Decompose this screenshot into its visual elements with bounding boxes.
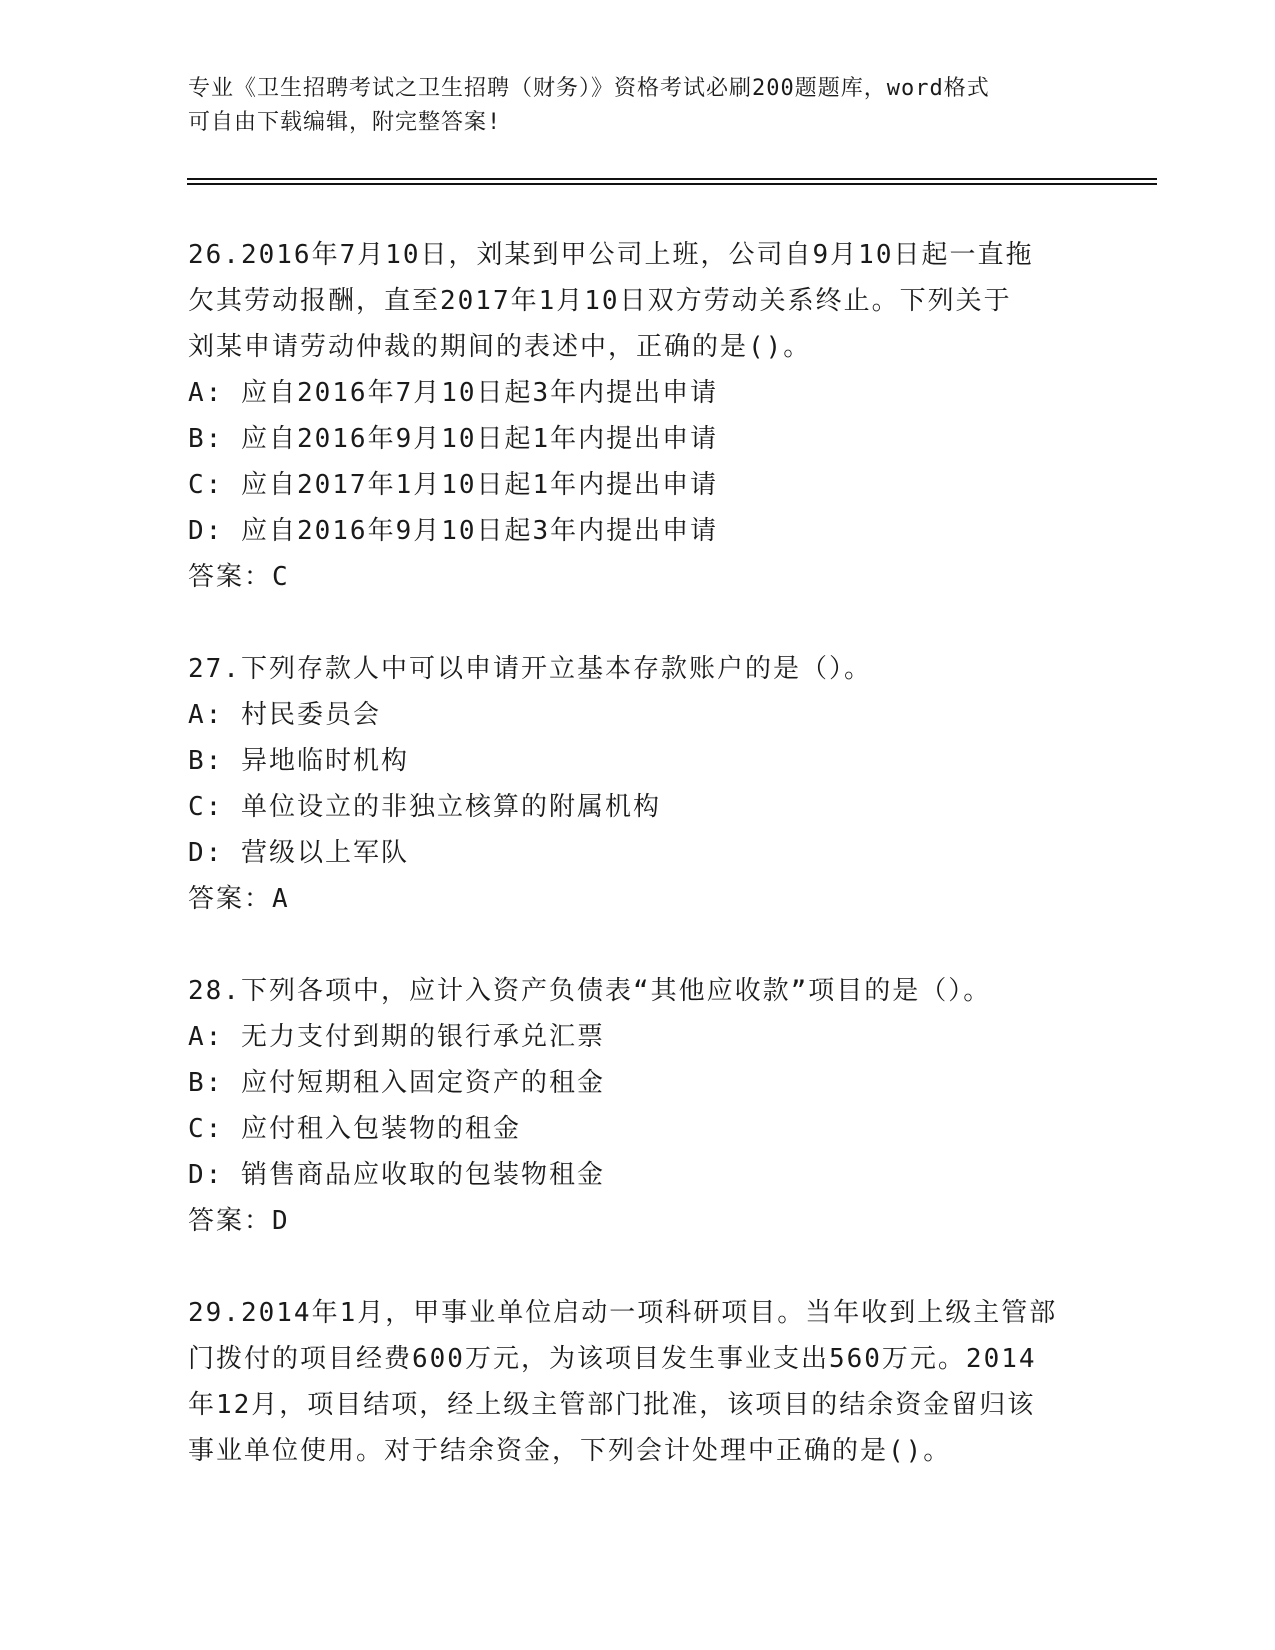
answer-value: A xyxy=(272,884,290,914)
question-stem-line: 26.2016年7月10日，刘某到甲公司上班，公司自9月10日起一直拖 xyxy=(188,240,1034,270)
option-b: B: 应自2016年9月10日起1年内提出申请 xyxy=(188,424,719,454)
option-d: D: 应自2016年9月10日起3年内提出申请 xyxy=(188,516,719,546)
question-stem-line: 门拨付的项目经费600万元，为该项目发生事业支出560万元。2014 xyxy=(188,1344,1037,1374)
answer-line xyxy=(188,876,1088,922)
answer-value: D xyxy=(272,1206,290,1236)
question-29 xyxy=(188,1290,1088,1474)
option-b: B: 应付短期租入固定资产的租金 xyxy=(188,1068,605,1098)
question-28 xyxy=(188,968,1088,1244)
header-line-1: 专业《卫生招聘考试之卫生招聘（财务）》资格考试必刷200题题库，word格式 xyxy=(188,76,990,101)
question-stem-line: 欠其劳动报酬，直至2017年1月10日双方劳动关系终止。下列关于 xyxy=(188,286,1012,316)
question-stem-line: 事业单位使用。对于结余资金，下列会计处理中正确的是()。 xyxy=(188,1436,952,1466)
option-c: C: 应付租入包装物的租金 xyxy=(188,1114,521,1144)
question-list xyxy=(188,232,1088,1520)
question-stem-line: 刘某申请劳动仲裁的期间的表述中，正确的是()。 xyxy=(188,332,812,362)
question-stem-line: 28.下列各项中，应计入资产负债表“其他应收款”项目的是（）。 xyxy=(188,976,992,1006)
answer-line xyxy=(188,1198,1088,1244)
question-26 xyxy=(188,232,1088,600)
option-a: A: 村民委员会 xyxy=(188,700,381,730)
answer-value: C xyxy=(272,562,290,592)
option-c: C: 应自2017年1月10日起1年内提出申请 xyxy=(188,470,719,500)
option-a: A: 应自2016年7月10日起3年内提出申请 xyxy=(188,378,719,408)
question-stem-line: 年12月，项目结项，经上级主管部门批准，该项目的结余资金留归该 xyxy=(188,1390,1036,1420)
answer-label: 答案： xyxy=(188,1206,273,1236)
option-d: D: 销售商品应收取的包装物租金 xyxy=(188,1160,605,1190)
question-27 xyxy=(188,646,1088,922)
header-divider-top xyxy=(187,178,1157,180)
answer-line xyxy=(188,554,1088,600)
document-header xyxy=(188,72,1088,140)
option-c: C: 单位设立的非独立核算的附属机构 xyxy=(188,792,661,822)
question-stem-line: 27.下列存款人中可以申请开立基本存款账户的是（）。 xyxy=(188,654,872,684)
header-line-2: 可自由下载编辑，附完整答案! xyxy=(188,110,502,135)
question-stem-line: 29.2014年1月，甲事业单位启动一项科研项目。当年收到上级主管部 xyxy=(188,1298,1058,1328)
option-d: D: 营级以上军队 xyxy=(188,838,409,868)
option-a: A: 无力支付到期的银行承兑汇票 xyxy=(188,1022,605,1052)
answer-label: 答案： xyxy=(188,562,273,592)
header-divider-bottom xyxy=(187,183,1157,185)
option-b: B: 异地临时机构 xyxy=(188,746,409,776)
answer-label: 答案： xyxy=(188,884,273,914)
